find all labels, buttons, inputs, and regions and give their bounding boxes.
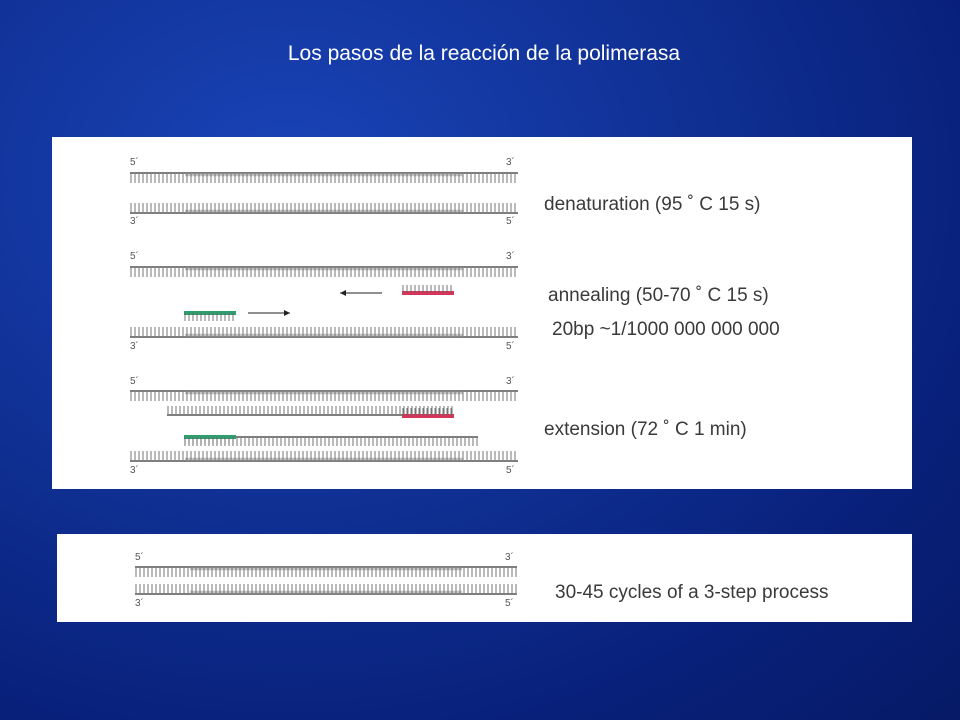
pcr-cycle-panel bbox=[57, 534, 912, 622]
strand-3prime-label: 3´ bbox=[506, 251, 515, 262]
reverse-primer bbox=[402, 291, 454, 295]
annealing-probability-label: 20bp ~1/1000 000 000 000 bbox=[552, 319, 780, 340]
forward-primer bbox=[184, 311, 236, 315]
slide-title: Los pasos de la reacción de la polimerasa bbox=[287, 42, 681, 65]
forward-primer-extended bbox=[184, 435, 236, 439]
strand-5prime-label: 5´ bbox=[506, 465, 515, 476]
strand-5prime-label: 5´ bbox=[130, 251, 139, 262]
cycles-label: 30-45 cycles of a 3-step process bbox=[555, 582, 829, 603]
strand-3prime-label: 3´ bbox=[130, 465, 139, 476]
strand-5prime-label: 5´ bbox=[506, 216, 515, 227]
strand-3prime-label: 3´ bbox=[505, 552, 514, 563]
extension-label: extension (72 ˚ C 1 min) bbox=[544, 419, 747, 440]
strand-drawing bbox=[130, 156, 518, 476]
strand-3prime-label: 3´ bbox=[506, 376, 515, 387]
strand-3prime-label: 3´ bbox=[130, 341, 139, 352]
strand-5prime-label: 5´ bbox=[506, 341, 515, 352]
strand-3prime-label: 3´ bbox=[506, 157, 515, 168]
denaturation-label: denaturation (95 ˚ C 15 s) bbox=[544, 194, 761, 215]
strand-3prime-label: 3´ bbox=[130, 216, 139, 227]
base-ticks bbox=[168, 406, 452, 414]
reverse-extension-arrow-head bbox=[340, 290, 346, 296]
pcr-cycle-diagram bbox=[57, 534, 912, 622]
strand-5prime-label: 5´ bbox=[135, 552, 144, 563]
forward-extension-arrow-head bbox=[284, 310, 290, 316]
strand-5prime-label: 5´ bbox=[505, 598, 514, 609]
pcr-steps-panel bbox=[52, 137, 912, 489]
strand-3prime-label: 3´ bbox=[135, 598, 144, 609]
annealing-label: annealing (50-70 ˚ C 15 s) bbox=[548, 285, 769, 306]
cycle-strand-drawing bbox=[135, 551, 517, 609]
pcr-steps-diagram bbox=[52, 137, 912, 489]
strand-5prime-label: 5´ bbox=[130, 376, 139, 387]
strand-5prime-label: 5´ bbox=[130, 157, 139, 168]
reverse-primer-extended bbox=[402, 414, 454, 418]
